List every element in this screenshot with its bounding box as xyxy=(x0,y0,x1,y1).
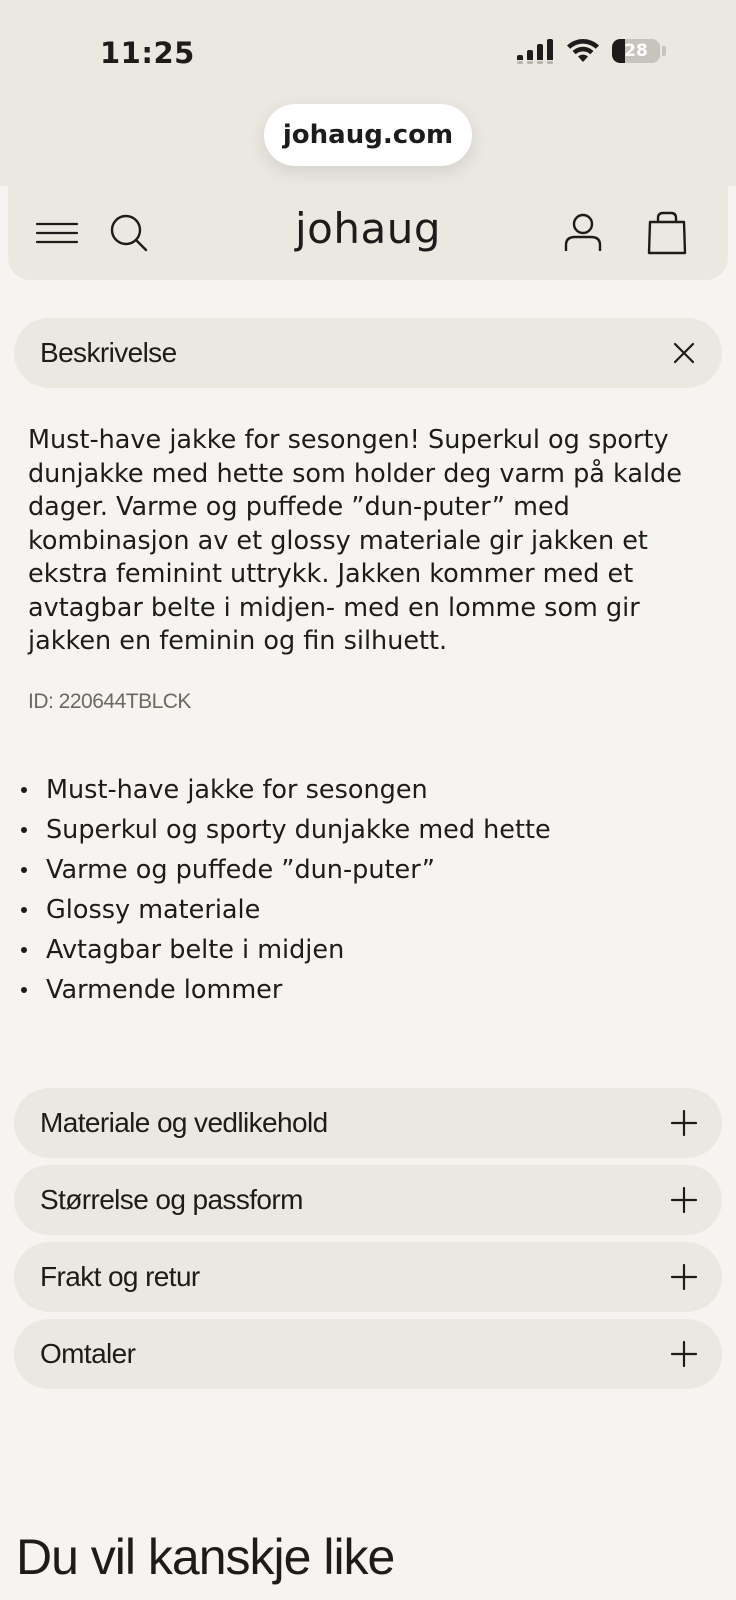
list-item xyxy=(18,970,551,1010)
accordion-label: Materiale og vedlikehold xyxy=(40,1107,328,1138)
recommendations-title: Du vil kanskje like xyxy=(16,1529,395,1585)
feature-text: Avtagbar belte i midjen xyxy=(46,935,345,965)
accordion-shipping-returns[interactable] xyxy=(14,1242,722,1312)
bullet xyxy=(21,827,27,833)
list-item xyxy=(18,770,551,810)
feature-text: Glossy materiale xyxy=(46,895,261,925)
address-bar[interactable]: johaug.com xyxy=(264,104,472,166)
plus-icon[interactable] xyxy=(670,1263,698,1291)
plus-icon[interactable] xyxy=(670,1340,698,1368)
feature-text: Superkul og sporty dunjakke med hette xyxy=(46,815,551,845)
list-item xyxy=(18,850,551,890)
list-item xyxy=(18,890,551,930)
status-icons xyxy=(516,38,666,64)
list-item xyxy=(18,930,551,970)
description-title: Beskrivelse xyxy=(40,337,177,368)
bullet xyxy=(21,867,27,873)
battery-percentage: 28 xyxy=(624,41,648,61)
shopping-bag-icon[interactable] xyxy=(644,210,690,256)
accordion-reviews[interactable] xyxy=(14,1319,722,1389)
plus-icon[interactable] xyxy=(670,1186,698,1214)
cellular-signal-icon xyxy=(516,38,554,64)
site-header xyxy=(8,186,728,280)
feature-text: Must-have jakke for sesongen xyxy=(46,775,428,805)
status-bar xyxy=(0,0,736,186)
feature-text: Varmende lommer xyxy=(46,975,283,1005)
wifi-icon xyxy=(566,38,600,64)
user-icon[interactable] xyxy=(560,210,606,256)
battery-tip xyxy=(662,46,666,56)
description-accordion-header[interactable] xyxy=(14,318,722,388)
feature-text: Varme og puffede ”dun-puter” xyxy=(46,855,435,885)
bullet xyxy=(21,987,27,993)
status-time: 11:25 xyxy=(100,36,195,70)
accordion-label: Frakt og retur xyxy=(40,1261,200,1292)
product-id: ID: 220644TBLCK xyxy=(28,690,191,713)
bullet xyxy=(21,947,27,953)
bullet xyxy=(21,787,27,793)
feature-list xyxy=(18,770,551,1010)
accordion-label: Størrelse og passform xyxy=(40,1184,303,1215)
battery-indicator xyxy=(612,39,660,63)
product-description: Must-have jakke for sesongen! Superkul og sporty dunjakke med hette som holder deg varm på kalde dager. Varme og puffede ”dun-puter” med kombinasjon av et glossy materiale gir jakken et ekstra feminint uttrykk. Jakken kommer med et avtagbar belte i midjen- med en lomme som gir jakken en feminin og fin silhuett. xyxy=(28,425,682,656)
close-icon[interactable] xyxy=(670,339,698,367)
site-logo[interactable]: johaug xyxy=(294,204,441,253)
bullet xyxy=(21,907,27,913)
accordion-size-fit[interactable] xyxy=(14,1165,722,1235)
accordion-materials[interactable] xyxy=(14,1088,722,1158)
accordion-label: Omtaler xyxy=(40,1338,136,1369)
plus-icon[interactable] xyxy=(670,1109,698,1137)
list-item xyxy=(18,810,551,850)
